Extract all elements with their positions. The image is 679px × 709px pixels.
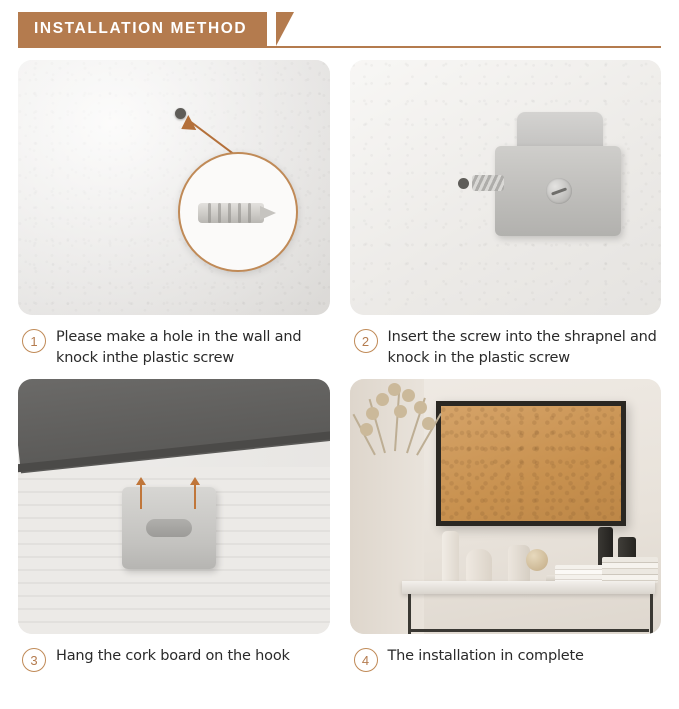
hook-tab-icon	[146, 519, 192, 537]
step-2-caption	[350, 327, 662, 369]
step-3	[18, 379, 330, 672]
step-1	[18, 60, 330, 369]
direction-arrow-icon	[194, 483, 196, 509]
decorative-orb-icon	[526, 549, 548, 571]
table-leg	[408, 594, 411, 634]
step-1-image	[18, 60, 330, 315]
step-1-text: Please make a hole in the wall and knock inthe plastic screw	[56, 329, 302, 367]
round-vase-icon	[466, 549, 492, 583]
table-leg	[650, 594, 653, 634]
console-table-top	[402, 581, 656, 594]
screw-thread-icon	[472, 175, 504, 191]
table-rail	[408, 629, 650, 632]
step-4-text: The installation in complete	[387, 648, 584, 665]
mounted-cork-board	[436, 401, 626, 526]
magnifier-circle	[178, 152, 298, 272]
header-banner	[18, 12, 267, 46]
step-3-caption	[18, 646, 330, 672]
tall-vase-icon	[442, 531, 459, 583]
book-stack-icon	[602, 557, 658, 583]
header-rule	[18, 46, 661, 48]
room-wall-side	[350, 379, 424, 634]
step-1-number: 1	[22, 329, 46, 353]
cork-surface	[441, 406, 621, 521]
step-2-number: 2	[354, 329, 378, 353]
installation-instructions-page	[0, 8, 679, 709]
step-3-text: Hang the cork board on the hook	[56, 648, 290, 665]
header	[18, 8, 661, 56]
page-title: INSTALLATION METHOD	[34, 20, 248, 37]
drilled-hole-icon	[175, 108, 186, 119]
direction-arrow-icon	[140, 483, 142, 509]
header-banner-notch	[276, 12, 294, 46]
step-3-number: 3	[22, 648, 46, 672]
step-2-text: Insert the screw into the shrapnel and knock in the plastic screw	[387, 329, 657, 367]
step-2-image	[350, 60, 662, 315]
step-2	[350, 60, 662, 369]
steps-grid	[18, 60, 661, 672]
step-3-image	[18, 379, 330, 634]
step-1-caption	[18, 327, 330, 369]
step-4-number: 4	[354, 648, 378, 672]
step-4-caption	[350, 646, 662, 672]
drilled-hole-icon	[458, 178, 469, 189]
step-4-image	[350, 379, 662, 634]
mounting-screw-head-icon	[546, 178, 572, 204]
plastic-anchor-icon	[198, 202, 278, 224]
step-4	[350, 379, 662, 672]
